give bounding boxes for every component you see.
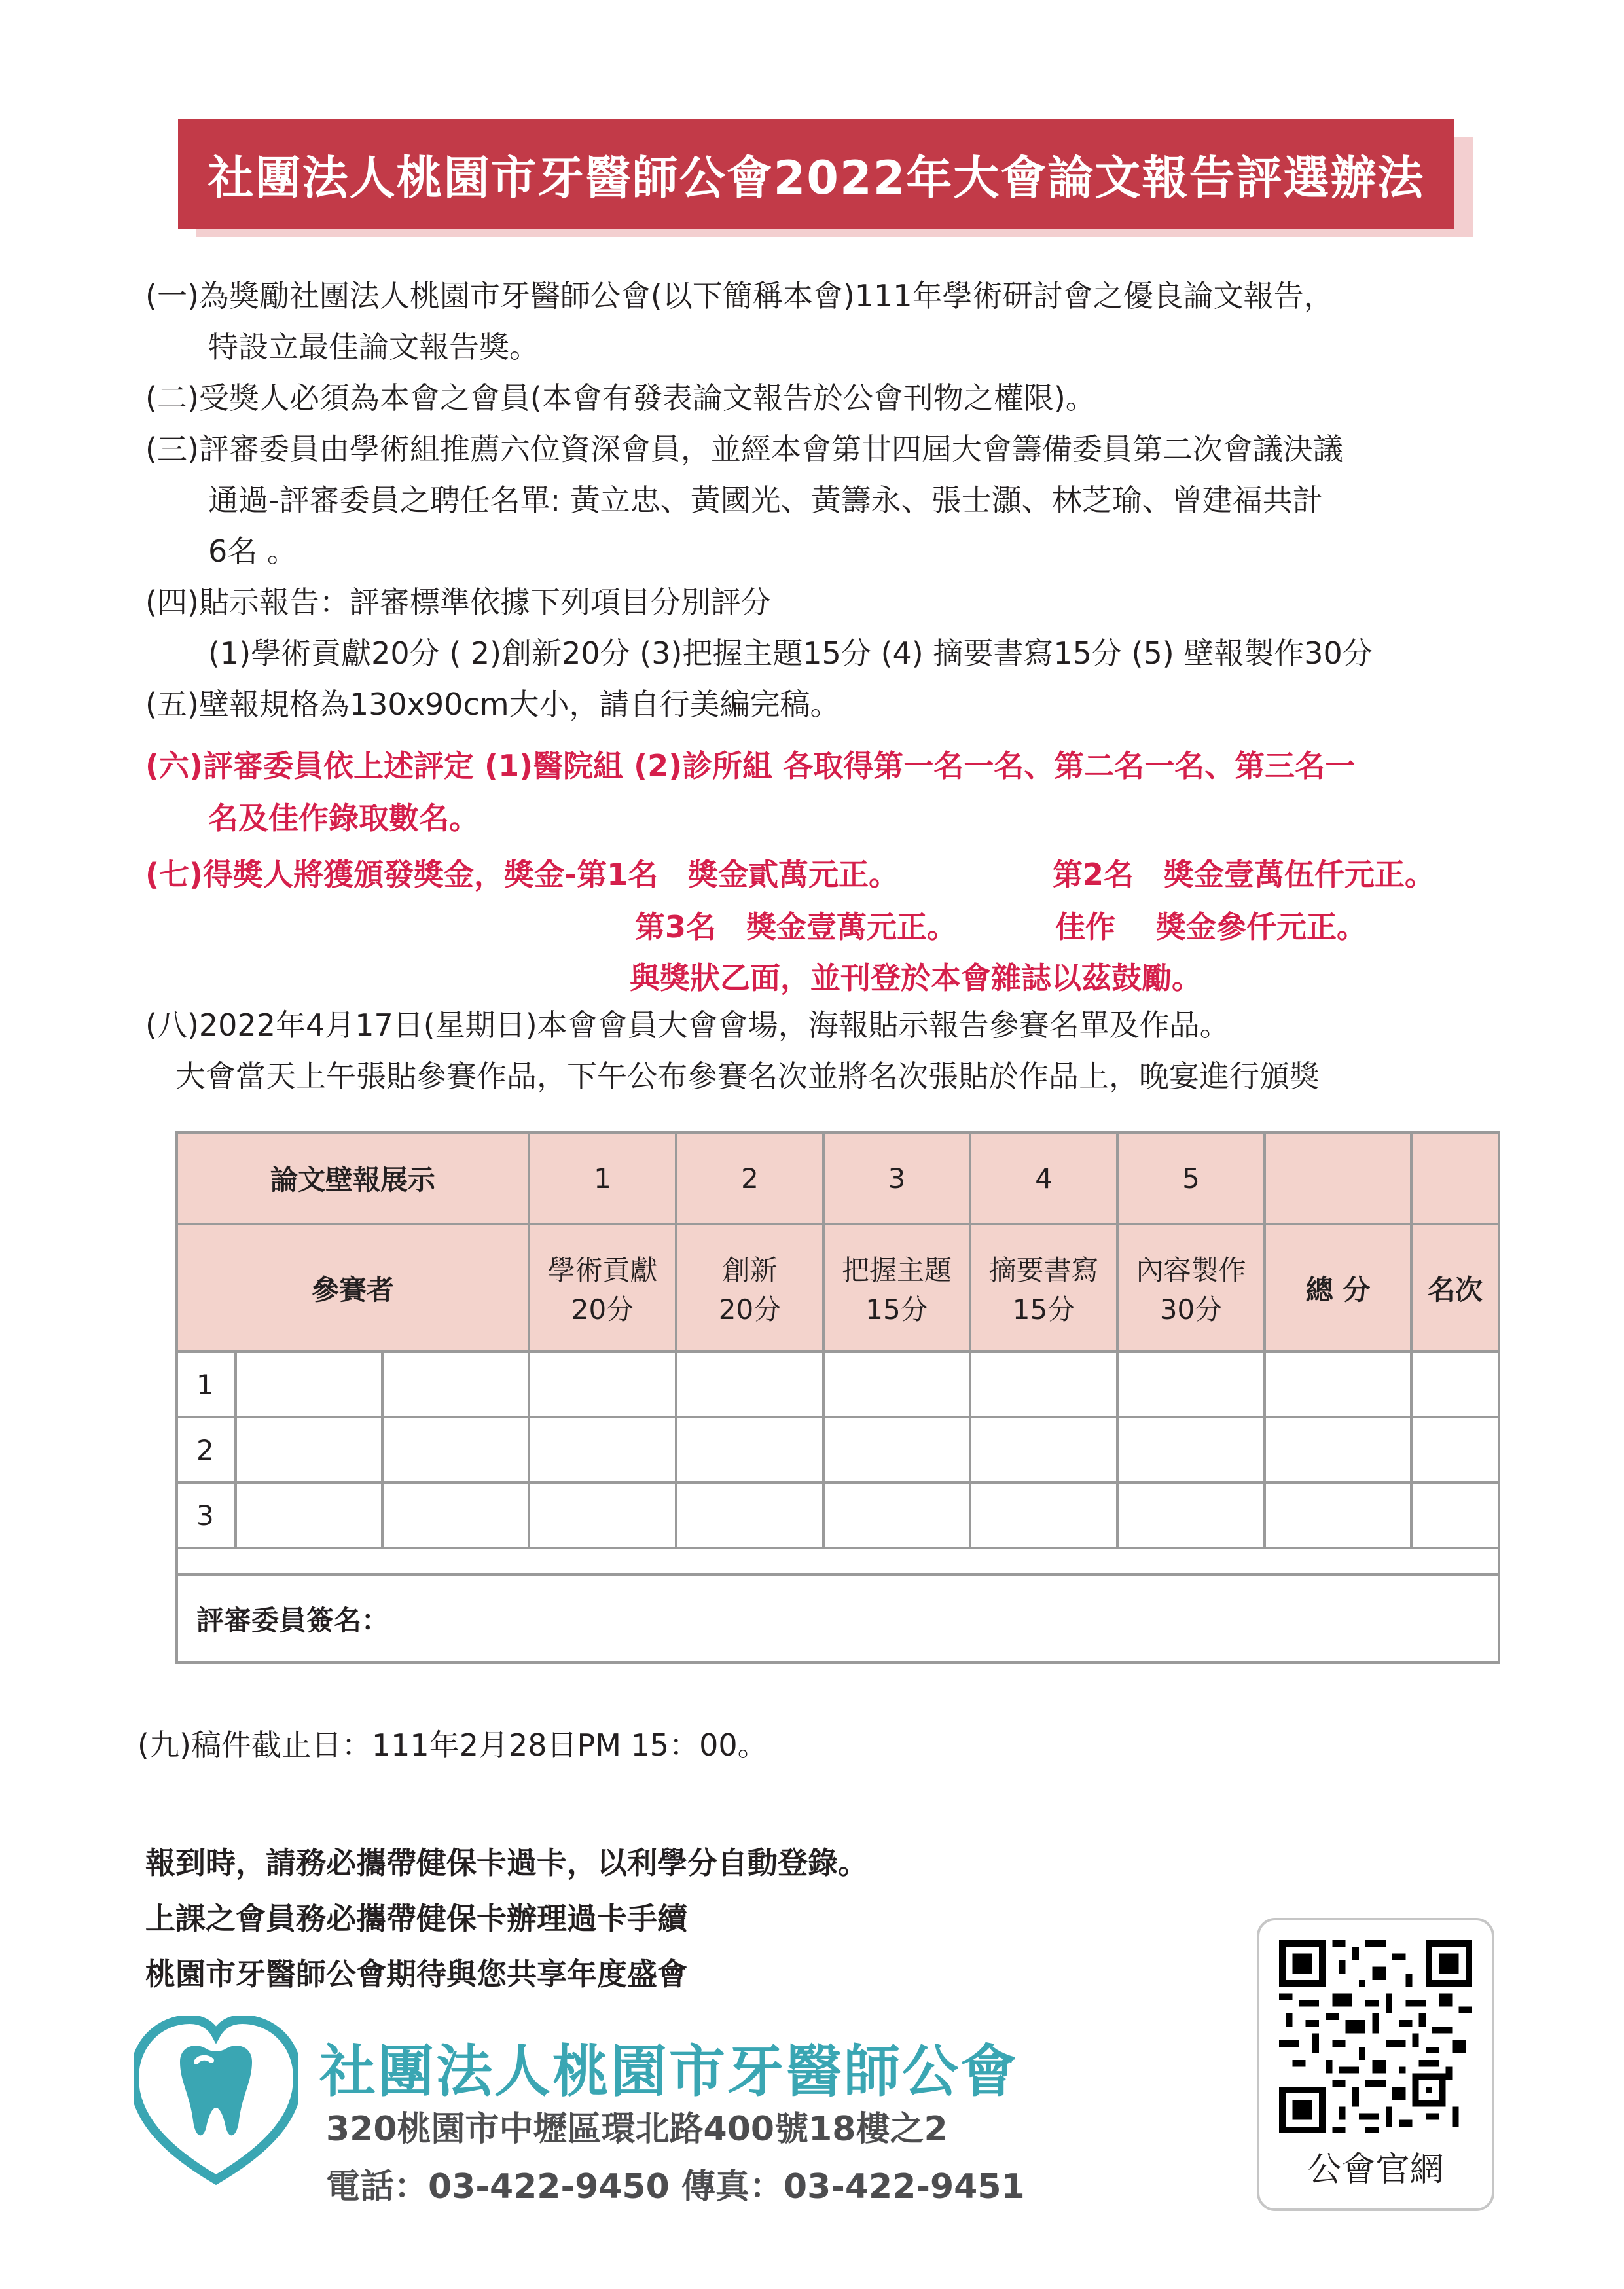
poster-exhibit-label: 論文壁報展示 [177,1132,529,1224]
criteria-header [529,1224,676,1352]
criteria-number-cell: 2 [676,1132,823,1224]
criteria-points: 15分 [1012,1293,1075,1325]
paragraph-3-line-1: (三)評審委員由學術組推薦六位資深會員，並經本會第廿四屆大會籌備委員第二次會議決議 [145,431,1343,467]
empty-header-cell [1411,1132,1499,1224]
deadline-text: (九)稿件截止日：111年2月28日PM 15：00。 [137,1727,768,1763]
criteria-points: 15分 [865,1293,928,1325]
rank-cell[interactable] [1411,1352,1499,1417]
score-cell[interactable] [970,1352,1117,1417]
participant-cell[interactable] [382,1352,529,1417]
score-cell[interactable] [676,1483,823,1548]
participant-cell[interactable] [382,1417,529,1483]
paragraph-2: (二)受獎人必須為本會之會員(本會有發表論文報告於公會刊物之權限)。 [145,380,1096,416]
criteria-name: 把握主題 [842,1253,952,1286]
score-cell[interactable] [823,1417,970,1483]
total-cell[interactable] [1265,1483,1411,1548]
criteria-header [676,1224,823,1352]
row-number: 3 [177,1483,236,1548]
paragraph-5: (五)壁報規格為130x90cm大小，請自行美編完稿。 [145,687,840,722]
criteria-name: 摘要書寫 [988,1253,1099,1286]
paragraph-6-line-1: (六)評審委員依上述評定 (1)醫院組 (2)診所組 各取得第一名一名、第二名一名、第三名一 [145,748,1356,784]
score-cell[interactable] [529,1417,676,1483]
organization-address: 320桃園市中壢區環北路400號18樓之2 [326,2110,948,2149]
paragraph-3-line-3: 6名 。 [208,533,297,569]
score-cell[interactable] [676,1417,823,1483]
score-cell[interactable] [1117,1483,1265,1548]
note-line: 報到時，請務必攜帶健保卡過卡，以利學分自動登錄。 [145,1845,868,1881]
paragraph-6-line-2: 名及佳作錄取數名。 [208,801,479,836]
score-cell[interactable] [529,1483,676,1548]
criteria-number-cell: 5 [1117,1132,1265,1224]
rank-cell[interactable] [1411,1483,1499,1548]
judge-signature-field[interactable]: 評審委員簽名： [177,1574,1499,1663]
qr-code-icon[interactable] [1279,1940,1472,2133]
award-third-prize: 第3名 獎金壹萬元正。 [635,909,958,945]
row-number: 1 [177,1352,236,1417]
paragraph-1-line-1: (一)為獎勵社團法人桃園市牙醫師公會(以下簡稱本會)111年學術研討會之優良論文報告， [145,278,1334,314]
participant-cell[interactable] [236,1483,382,1548]
organization-name: 社團法人桃園市牙醫師公會 [319,2039,1019,2104]
paragraph-4-line-1: (四)貼示報告：評審標準依據下列項目分別評分 [145,585,771,620]
participant-cell[interactable] [236,1417,382,1483]
qr-code-card[interactable] [1257,1918,1494,2211]
table-row [177,1352,1499,1417]
table-row [177,1417,1499,1483]
award-second-prize: 第2名 獎金壹萬伍仟元正。 [1053,857,1435,892]
criteria-points: 20分 [571,1293,634,1325]
paragraph-8-line-1: (八)2022年4月17日(星期日)本會會員大會會場，海報貼示報告參賽名單及作品。 [145,1007,1230,1043]
table-number-row [177,1132,1499,1224]
row-number: 2 [177,1417,236,1483]
note-line: 桃園市牙醫師公會期待與您共享年度盛會 [145,1956,687,1992]
table-spacer-row [177,1548,1499,1574]
score-cell[interactable] [970,1483,1117,1548]
award-honorable-mention: 佳作 獎金參仟元正。 [1055,909,1367,945]
note-line: 上課之會員務必攜帶健保卡辦理過卡手續 [145,1901,687,1936]
score-cell[interactable] [676,1352,823,1417]
award-first-prize: (七)得獎人將獲頒發獎金，獎金-第1名 獎金貳萬元正。 [145,857,899,892]
score-cell[interactable] [1117,1417,1265,1483]
total-score-label: 總 分 [1265,1224,1411,1352]
score-cell[interactable] [823,1483,970,1548]
page-title: 社團法人桃園市牙醫師公會2022年大會論文報告評選辦法 [178,119,1454,229]
tooth-heart-logo [134,2016,298,2193]
qr-code-label: 公會官網 [1307,2150,1444,2190]
total-cell[interactable] [1265,1352,1411,1417]
criteria-header [823,1224,970,1352]
table-row [177,1483,1499,1548]
total-cell[interactable] [1265,1417,1411,1483]
signature-row [177,1574,1499,1663]
empty-header-cell [1265,1132,1411,1224]
criteria-name: 創新 [722,1253,778,1286]
participant-cell[interactable] [236,1352,382,1417]
table-criteria-row [177,1224,1499,1352]
criteria-number-cell: 1 [529,1132,676,1224]
rank-cell[interactable] [1411,1417,1499,1483]
criteria-header [970,1224,1117,1352]
score-cell[interactable] [970,1417,1117,1483]
score-table [175,1131,1500,1664]
participant-label: 參賽者 [177,1224,529,1352]
spacer-cell [177,1548,1499,1574]
paragraph-4-criteria: (1)學術貢獻20分 ( 2)創新20分 (3)把握主題15分 (4) 摘要書寫15分 (5) 壁報製作30分 [208,636,1373,671]
criteria-points: 20分 [718,1293,782,1325]
rank-label: 名次 [1411,1224,1499,1352]
participant-cell[interactable] [382,1483,529,1548]
score-cell[interactable] [529,1352,676,1417]
award-certificate-note: 與獎狀乙面，並刊登於本會雜誌以茲鼓勵。 [630,960,1202,996]
score-cell[interactable] [823,1352,970,1417]
organization-phone-fax: 電話：03-422-9450 傳真：03-422-9451 [326,2167,1025,2207]
criteria-number-cell: 4 [970,1132,1117,1224]
score-cell[interactable] [1117,1352,1265,1417]
criteria-header [1117,1224,1265,1352]
criteria-points: 30分 [1159,1293,1223,1325]
criteria-name: 內容製作 [1136,1253,1246,1286]
criteria-number-cell: 3 [823,1132,970,1224]
criteria-name: 學術貢獻 [547,1253,658,1286]
paragraph-8-line-2: 大會當天上午張貼參賽作品，下午公布參賽名次並將名次張貼於作品上，晚宴進行頒獎 [175,1058,1320,1094]
paragraph-3-line-2: 通過-評審委員之聘任名單: 黃立忠、黃國光、黃籌永、張士灝、林芝瑜、曾建福共計 [208,482,1323,518]
paragraph-1-line-2: 特設立最佳論文報告獎。 [208,329,539,365]
